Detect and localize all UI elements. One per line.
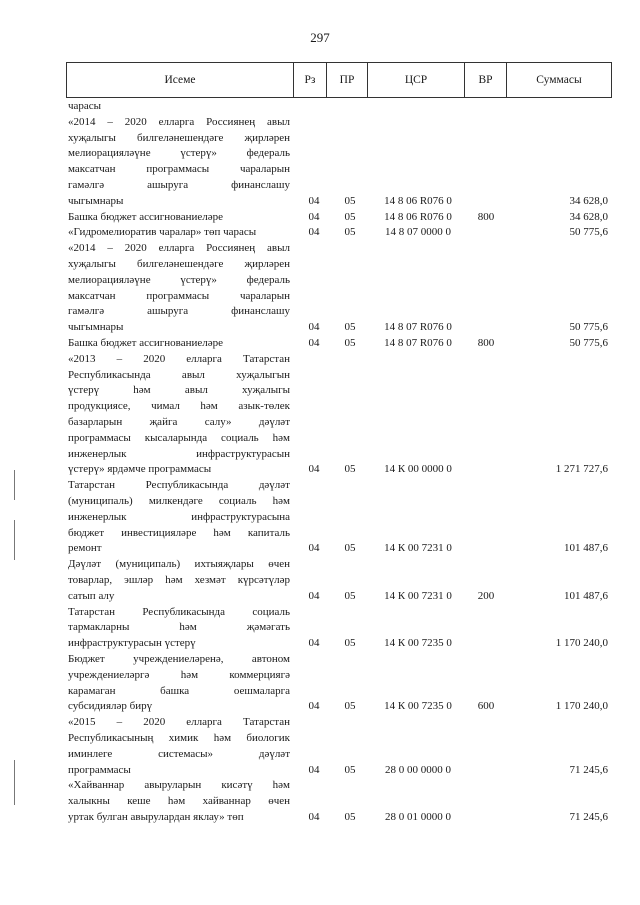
row-rz: 04 xyxy=(308,700,320,713)
row-name: инженерлык инфраструктурасына xyxy=(68,510,290,523)
row-name: «2015 – 2020 елларга Татарстан xyxy=(68,716,290,729)
table-row xyxy=(0,289,640,303)
row-rz: 04 xyxy=(308,637,320,650)
table-row xyxy=(0,273,640,287)
row-csr: 14 К 00 7235 0 xyxy=(384,637,452,650)
row-name: товарлар, эшләр һәм хезмәт күрсәтүләр xyxy=(68,574,290,586)
table-row xyxy=(0,352,640,366)
table-row xyxy=(0,573,640,587)
row-sum: 50 775,6 xyxy=(569,321,608,334)
row-csr: 14 К 00 7235 0 xyxy=(384,700,452,713)
table-row xyxy=(0,131,640,145)
row-name: сатып алу xyxy=(68,589,115,602)
row-csr: 14 8 07 0000 0 xyxy=(385,226,451,239)
row-csr: 14 К 00 7231 0 xyxy=(384,589,452,602)
table-row xyxy=(0,778,640,792)
row-name: инженерлык инфраструктурасын xyxy=(68,447,290,460)
row-name: максатчан программасы чараларын xyxy=(68,289,290,302)
row-csr: 28 0 01 0000 0 xyxy=(385,811,451,823)
row-pr: 05 xyxy=(344,542,356,555)
row-name: хуҗалыгы билгеләнешендәге җирләрен xyxy=(68,258,290,270)
row-name: иминлеге системасы» дәүләт xyxy=(68,747,290,760)
row-sum: 1 170 240,0 xyxy=(555,700,608,713)
table-row xyxy=(0,320,640,334)
table-row xyxy=(0,763,640,777)
table-row xyxy=(0,494,640,508)
row-csr: 14 К 00 7231 0 xyxy=(384,542,452,555)
row-csr: 14 8 06 R076 0 xyxy=(384,210,452,223)
row-name: базарларын җайга салу» дәүләт xyxy=(68,416,290,428)
table-row xyxy=(0,178,640,192)
row-pr: 05 xyxy=(344,463,356,476)
row-sum: 71 245,6 xyxy=(569,811,608,823)
row-name: Башка бюджет ассигнованиеләре xyxy=(68,210,223,223)
row-name: чыгымнары xyxy=(68,194,124,207)
table-row xyxy=(0,383,640,397)
row-name: уртак булган авырулардан яклау» төп xyxy=(68,811,244,823)
row-name: ремонт xyxy=(68,542,102,555)
row-name: Республикасында авыл хуҗалыгын xyxy=(68,368,290,381)
row-name: субсидияләр бирү xyxy=(68,700,153,713)
table-row xyxy=(0,146,640,160)
table-row xyxy=(0,605,640,619)
row-name: Дәүләт (муниципаль) ихтыяҗлары өчен xyxy=(68,558,290,571)
row-name: Республикасының химик һәм биологик xyxy=(68,732,290,744)
row-name: үстерү» ярдәмче программасы xyxy=(68,463,212,476)
table-row xyxy=(0,620,640,634)
row-csr: 14 К 00 0000 0 xyxy=(384,463,452,476)
row-name: Бюджет учреждениеләренә, автоном xyxy=(68,653,290,665)
row-vr: 800 xyxy=(477,210,495,223)
row-pr: 05 xyxy=(344,337,356,349)
table-row xyxy=(0,210,640,224)
table-row xyxy=(0,810,640,824)
table-row xyxy=(0,557,640,571)
table-row xyxy=(0,431,640,445)
row-name: мелиорацияләүне үстерү» федераль xyxy=(68,273,290,286)
row-name: Татарстан Республикасында дәүләт xyxy=(68,479,290,492)
row-rz: 04 xyxy=(308,226,320,239)
table-row xyxy=(0,304,640,318)
table-row xyxy=(0,794,640,808)
row-pr: 05 xyxy=(344,637,356,650)
table-row xyxy=(0,747,640,761)
row-csr: 14 8 07 R076 0 xyxy=(384,337,452,349)
row-pr: 05 xyxy=(344,700,356,713)
header-rz: Рз xyxy=(294,63,327,97)
table-row xyxy=(0,241,640,255)
row-name: мелиорацияләүне үстерү» федераль xyxy=(68,147,290,160)
table-row xyxy=(0,526,640,540)
header-name: Исеме xyxy=(67,63,294,97)
table-row xyxy=(0,415,640,429)
row-rz: 04 xyxy=(308,763,320,776)
row-name: Татарстан Республикасында социаль xyxy=(68,605,290,618)
row-sum: 71 245,6 xyxy=(569,763,608,776)
table-header xyxy=(66,62,612,98)
row-sum: 50 775,6 xyxy=(569,226,608,239)
row-sum: 1 271 727,6 xyxy=(555,463,608,476)
row-vr: 800 xyxy=(477,337,495,349)
row-name: хуҗалыгы билгеләнешендәге җирләрен xyxy=(68,131,290,144)
table-row xyxy=(0,162,640,176)
table-row xyxy=(0,699,640,713)
row-rz: 04 xyxy=(308,542,320,555)
table-row xyxy=(0,668,640,682)
table-row xyxy=(0,99,640,113)
row-pr: 05 xyxy=(344,210,356,223)
row-name: «Хайваннар авыруларын кисәтү һәм xyxy=(68,779,290,792)
row-name: тармакларны һәм җәмәгать xyxy=(68,621,290,634)
row-sum: 101 487,6 xyxy=(564,589,608,602)
row-name: карамаган башка оешмаларга xyxy=(68,684,290,697)
row-sum: 50 775,6 xyxy=(569,337,608,349)
row-name: программасы кысаларында социаль һәм xyxy=(68,431,290,444)
header-csr: ЦСР xyxy=(368,63,465,97)
row-name: «2014 – 2020 елларга Россиянең авыл xyxy=(68,115,290,128)
row-name: (муниципаль) милкендәге социаль һәм xyxy=(68,495,290,507)
table-row xyxy=(0,478,640,492)
row-pr: 05 xyxy=(344,589,356,602)
row-name: учреждениеләргә һәм коммерциягә xyxy=(68,668,290,681)
row-name: гамәлгә ашыруга финанслашу xyxy=(68,305,290,318)
row-rz: 04 xyxy=(308,321,320,334)
table-row xyxy=(0,652,640,666)
table-row xyxy=(0,636,640,650)
table-row xyxy=(0,715,640,729)
row-pr: 05 xyxy=(344,226,356,239)
row-name: программасы xyxy=(68,763,131,776)
header-pr: ПР xyxy=(327,63,368,97)
row-name: «Гидромелиоратив чаралар» төп чарасы xyxy=(68,226,257,239)
table-row xyxy=(0,510,640,524)
table-row xyxy=(0,541,640,555)
table-row xyxy=(0,115,640,129)
row-vr: 600 xyxy=(477,700,495,713)
row-name: продукциясе, чимал һәм азык-төлек xyxy=(68,400,290,413)
table-row xyxy=(0,589,640,603)
row-name: «2014 – 2020 елларга Россиянең авыл xyxy=(68,242,290,255)
table-row xyxy=(0,194,640,208)
page-number: 297 xyxy=(310,30,330,45)
table-row xyxy=(0,257,640,271)
row-csr: 14 8 07 R076 0 xyxy=(384,321,452,334)
row-rz: 04 xyxy=(308,337,320,349)
row-rz: 04 xyxy=(308,463,320,476)
table-row xyxy=(0,399,640,413)
table-row xyxy=(0,684,640,698)
row-rz: 04 xyxy=(308,811,320,823)
row-pr: 05 xyxy=(344,763,356,776)
table-row xyxy=(0,462,640,476)
row-csr: 14 8 06 R076 0 xyxy=(384,194,452,207)
row-pr: 05 xyxy=(344,194,356,207)
row-name: инфраструктурасын үстерү xyxy=(68,637,196,650)
row-name: халыкны кеше һәм хайваннар өчен xyxy=(68,795,290,808)
row-sum: 34 628,0 xyxy=(569,194,608,207)
margin-scan-mark xyxy=(14,520,15,560)
row-name: максатчан программасы чараларын xyxy=(68,163,290,176)
table-row xyxy=(0,368,640,382)
row-name: чыгымнары xyxy=(68,321,124,334)
row-rz: 04 xyxy=(308,589,320,602)
margin-scan-mark xyxy=(14,760,15,805)
table-row xyxy=(0,336,640,350)
row-name: гамәлгә ашыруга финанслашу xyxy=(68,179,290,191)
row-name: Башка бюджет ассигнованиеләре xyxy=(68,337,223,349)
row-pr: 05 xyxy=(344,811,356,823)
row-sum: 1 170 240,0 xyxy=(555,637,608,650)
table-row xyxy=(0,447,640,461)
header-sum: Суммасы xyxy=(536,74,582,86)
row-pr: 05 xyxy=(344,321,356,334)
row-name: «2013 – 2020 елларга Татарстан xyxy=(68,352,290,365)
row-name: чарасы xyxy=(68,100,102,112)
row-name: үстерү һәм авыл хуҗалыгы xyxy=(68,384,290,397)
row-rz: 04 xyxy=(308,210,320,223)
row-sum: 34 628,0 xyxy=(569,210,608,223)
row-rz: 04 xyxy=(308,194,320,207)
row-csr: 28 0 00 0000 0 xyxy=(385,763,451,776)
margin-scan-mark xyxy=(14,470,15,500)
row-vr: 200 xyxy=(477,589,495,602)
row-sum: 101 487,6 xyxy=(564,542,608,555)
table-row xyxy=(0,225,640,239)
row-name: бюджет инвестицияләре һәм капиталь xyxy=(68,526,290,539)
header-vr: ВР xyxy=(465,63,507,97)
table-row xyxy=(0,731,640,745)
